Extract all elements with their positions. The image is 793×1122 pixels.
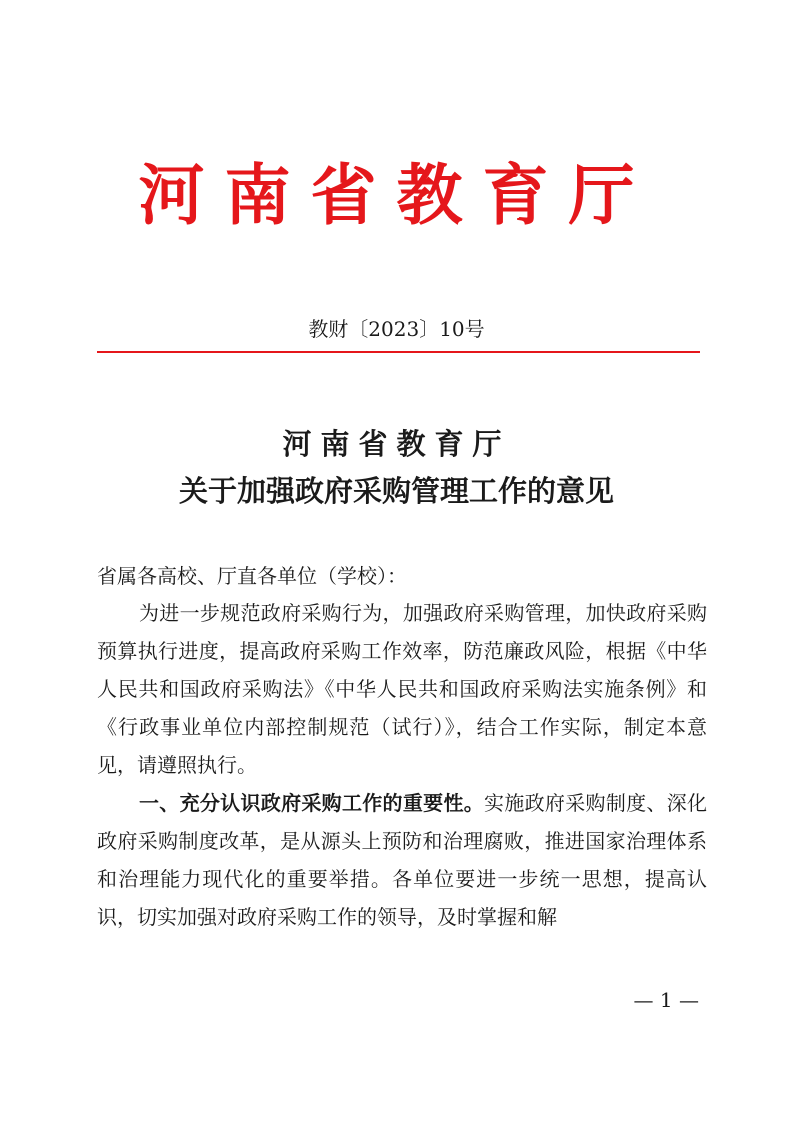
page-number: — 1 —: [633, 988, 699, 1012]
section-1-body: 实施政府采购制度、深化政府采购制度改革，是从源头上预防和治理腐败，推进国家治理体系和治理能力现代化的重要举措。各单位要进一步统一思想，提高认识，切实加强对政府采购工作的领导，及时掌握和解: [97, 791, 708, 929]
red-divider-line: [97, 351, 700, 353]
salutation: 省属各高校、厅直各单位（学校）：: [97, 564, 407, 588]
paragraph-intro: 为进一步规范政府采购行为，加强政府采购管理，加快政府采购预算执行进度，提高政府采购工作效率，防范廉政风险，根据《中华人民共和国政府采购法》《中华人民共和国政府采购法实施条例》和《行政事业单位内部控制规范（试行）》，结合工作实际，制定本意见，请遵照执行。: [97, 601, 707, 777]
masthead-title: 河南省教育厅: [138, 156, 655, 234]
document-title-line-2: 关于加强政府采购管理工作的意见: [178, 474, 614, 508]
document-number: 教财〔2023〕10号: [308, 317, 485, 341]
document-title-line-1: 河南省教育厅: [282, 427, 511, 461]
paragraph-section-1: [97, 784, 707, 936]
section-1-heading: 一、充分认识政府采购工作的重要性。: [139, 791, 485, 815]
